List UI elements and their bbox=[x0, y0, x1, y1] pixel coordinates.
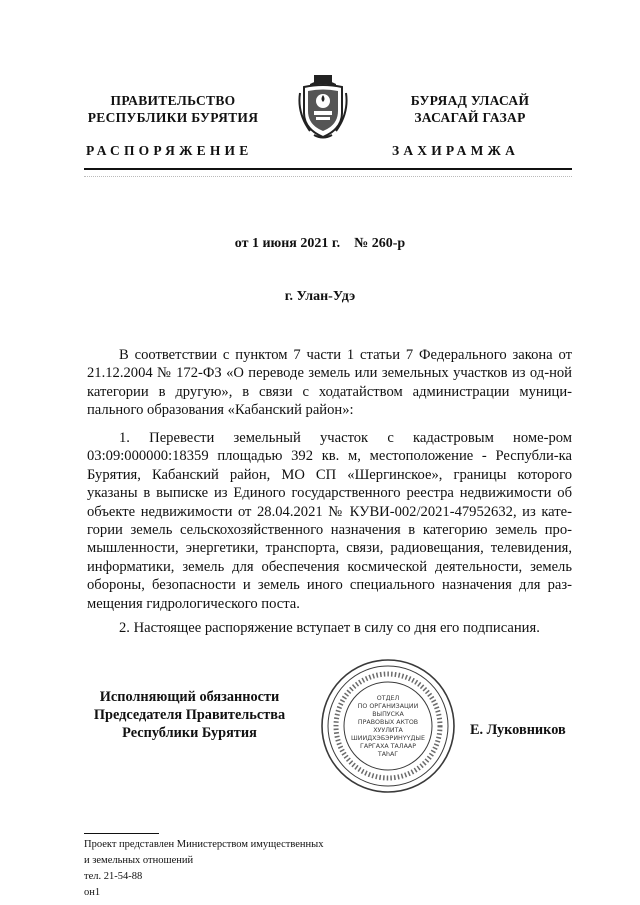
stamp-line-6: ШИИДХЭБЭРИНҮҮДЫЕ bbox=[351, 735, 425, 742]
order-city: г. Улан-Удэ bbox=[284, 289, 356, 304]
signatory-title-line2: Председателя Правительства bbox=[93, 707, 286, 723]
footnote-divider bbox=[84, 833, 159, 834]
document-type-buryat: ЗАХИРАМЖА bbox=[392, 143, 520, 158]
order-number: № 260-р bbox=[354, 236, 406, 251]
coat-of-arms-icon bbox=[296, 73, 350, 141]
stamp-line-1: ОТДЕЛ bbox=[376, 695, 400, 702]
footnote-line3: тел. 21-54-88 bbox=[84, 871, 143, 882]
stamp-line-5: ХУУЛИТА bbox=[373, 727, 403, 734]
stamp-line-4: ПРАВОВЫХ АКТОВ bbox=[357, 719, 419, 726]
footnote-line2: и земельных отношений bbox=[84, 855, 194, 866]
footnote bbox=[84, 837, 323, 901]
official-seal-icon bbox=[318, 656, 458, 796]
order-date: от 1 июня 2021 г. bbox=[234, 236, 341, 251]
government-name-buryat-line1: БУРЯАД УЛАСАЙ bbox=[410, 93, 530, 108]
government-name-line1: ПРАВИТЕЛЬСТВО bbox=[110, 93, 236, 108]
signatory-title-line1: Исполняющий обязанности bbox=[99, 689, 280, 705]
stamp-line-7: ГАРГАХА ТАЛААР bbox=[359, 743, 417, 750]
government-name-buryat-line2: ЗАСАГАЙ ГАЗАР bbox=[414, 110, 526, 125]
document-type: РАСПОРЯЖЕНИЕ bbox=[86, 143, 253, 158]
stamp-line-2: ПО ОРГАНИЗАЦИИ bbox=[357, 703, 419, 710]
stamp-line-3: ВЫПУСКА bbox=[372, 711, 404, 718]
preamble-paragraph: В соответствии с пунктом 7 части 1 статьи 7 Федерального закона от 21.12.2004 № 172-ФЗ «О переводе земель или земельных участков из од-ной категории в другую», в связи с ходатайством администрации муници-пального образования «Кабанский район»: bbox=[87, 347, 572, 419]
header-divider bbox=[84, 168, 572, 170]
signatory-title-line3: Республики Бурятия bbox=[122, 725, 257, 741]
footnote-line4: он1 bbox=[84, 887, 101, 898]
clause-1-paragraph: 1. Перевести земельный участок с кадастровым номе-ром 03:09:000000:18359 площадью 392 кв. м, местоположение - Республи-ка Бурятия, Кабанский район, МО СП «Шергинское», границы которого указаны в выписке из Единого государственного реестра недвижимости об объекте недвижимости от 28.04.2021 № КУВИ-002/2021-47952632, из кате-гории земель сельскохозяйственного назначения в категорию земель про-мышленности, энергетики, транспорта, связи, радиовещания, телевидения, информатики, земель для обеспечения космической деятельности, земель обороны, безопасности и земель иного специального назначения для раз-мещения гидрологического поста. bbox=[87, 430, 572, 612]
header-dotted-divider bbox=[84, 176, 572, 177]
signatory-name: Е. Луковников bbox=[470, 722, 566, 738]
stamp-line-8: ТАhАГ bbox=[377, 751, 399, 758]
clause-2-paragraph: 2. Настоящее распоряжение вступает в силу со дня его подписания. bbox=[119, 620, 540, 636]
order-date-number bbox=[0, 236, 640, 252]
government-name-buryat bbox=[355, 92, 585, 126]
footnote-line1: Проект представлен Министерством имущественных bbox=[84, 839, 324, 850]
signatory-title bbox=[82, 688, 297, 742]
government-name-line2: РЕСПУБЛИКИ БУРЯТИЯ bbox=[87, 110, 259, 125]
government-name bbox=[58, 92, 288, 126]
